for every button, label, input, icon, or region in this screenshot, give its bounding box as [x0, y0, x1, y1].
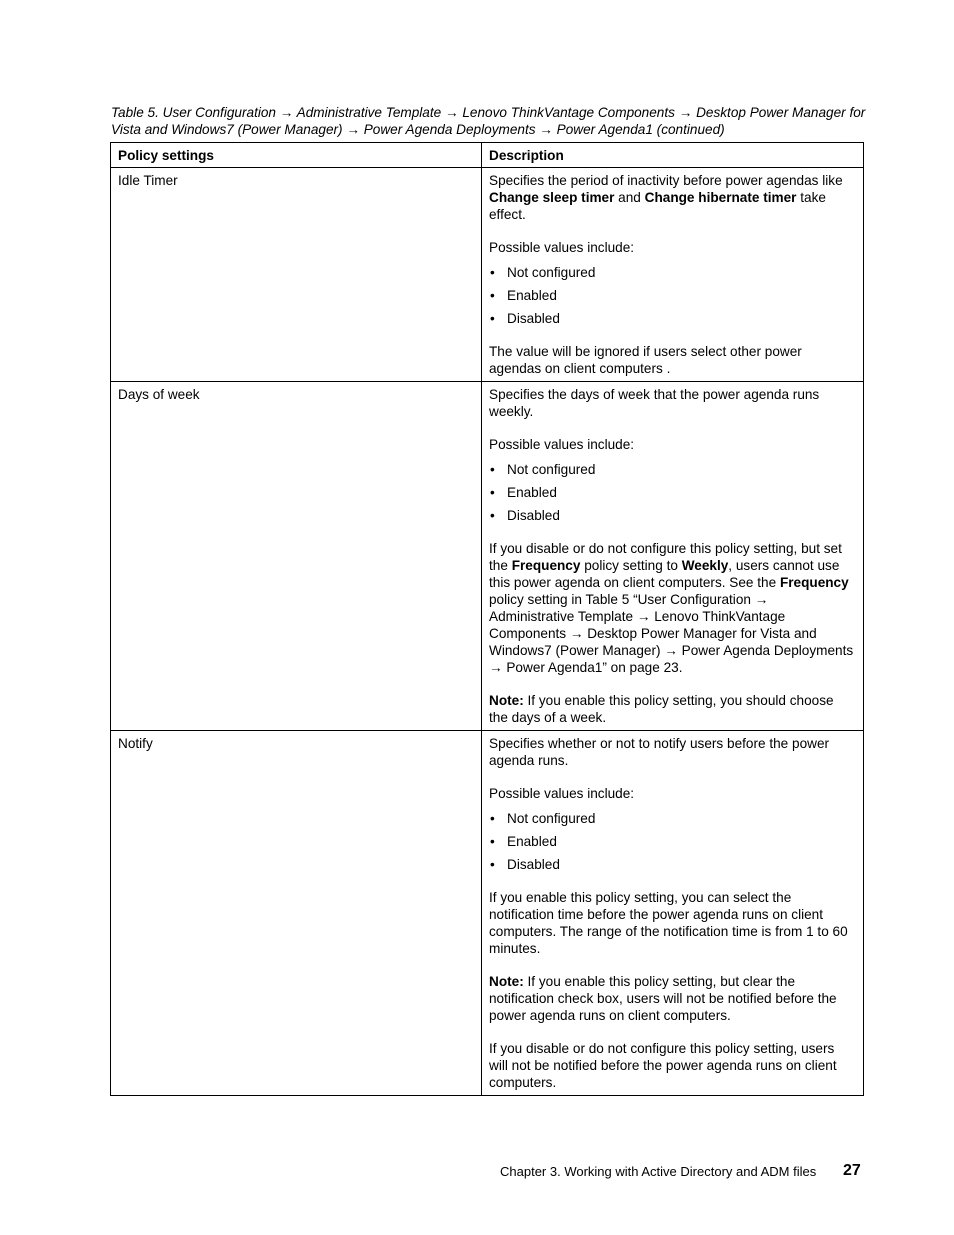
table-row	[111, 731, 864, 1096]
text-run: , users cannot use this power agenda on client computers. See the	[489, 558, 840, 590]
values-list	[489, 810, 856, 873]
setting-description	[482, 731, 864, 1096]
bold-term: Frequency	[511, 558, 581, 573]
table-header-row	[111, 143, 864, 168]
list-item: • Enabled	[489, 484, 856, 501]
table-row	[111, 168, 864, 382]
description-after	[489, 540, 856, 676]
possible-values-label: Possible values include:	[489, 240, 635, 255]
list-item: • Disabled	[489, 310, 856, 327]
text-run: If you disable or do not configure this policy setting, but set the	[489, 541, 842, 573]
setting-name: Notify	[111, 731, 482, 1096]
text-run: policy setting in Table 5 “User Configuration → Administrative Template → Lenovo ThinkVantage Components → Desktop Power Manager for Vista and Windows7 (Power Manager) → Power Agenda Deployments → Power Agenda1” on page 23.	[489, 592, 854, 675]
possible-values-label: Possible values include:	[489, 437, 635, 452]
setting-name: Days of week	[111, 382, 482, 731]
note-label: Note:	[489, 693, 524, 708]
description-intro	[489, 172, 856, 223]
setting-description	[482, 382, 864, 731]
page-number: 27	[843, 1162, 861, 1179]
values-list	[489, 461, 856, 524]
note-text: If you enable this policy setting, but clear the notification check box, users will not be notified before the power agenda runs on client computers.	[489, 974, 837, 1023]
list-item: • Enabled	[489, 833, 856, 850]
text-run: Specifies the period of inactivity before power agendas like	[489, 173, 843, 188]
note	[489, 973, 856, 1024]
bold-term: Change sleep timer	[489, 190, 615, 205]
description-after: If you enable this policy setting, you can select the notification time before the power agenda runs on client computers. The range of the notification time is from 1 to 60 minutes.	[489, 890, 848, 956]
list-item: • Not configured	[489, 810, 856, 827]
list-item: • Disabled	[489, 856, 856, 873]
description-intro: Specifies whether or not to notify users before the power agenda runs.	[489, 736, 830, 768]
setting-name: Idle Timer	[111, 168, 482, 382]
bold-term: Frequency	[779, 575, 849, 590]
possible-values-label: Possible values include:	[489, 786, 635, 801]
list-item: • Not configured	[489, 264, 856, 281]
policy-table	[110, 142, 864, 1096]
description-after: The value will be ignored if users select other power agendas on client computers .	[489, 344, 802, 376]
description-intro: Specifies the days of week that the power agenda runs weekly.	[489, 387, 820, 419]
description-final: If you disable or do not configure this policy setting, users will not be notified before the power agenda runs on client computers.	[489, 1041, 837, 1090]
note	[489, 692, 856, 726]
values-list	[489, 264, 856, 327]
header-description: Description	[482, 143, 864, 168]
table-row	[111, 382, 864, 731]
text-run: and	[614, 190, 645, 205]
header-policy-settings: Policy settings	[111, 143, 482, 168]
text-run: policy setting to	[580, 558, 682, 573]
footer-chapter: Chapter 3. Working with Active Directory and ADM files	[500, 1164, 817, 1179]
bold-term: Weekly	[681, 558, 729, 573]
list-item: • Disabled	[489, 507, 856, 524]
bold-term: Change hibernate timer	[644, 190, 797, 205]
setting-description	[482, 168, 864, 382]
list-item: • Enabled	[489, 287, 856, 304]
text-run: take effect.	[489, 190, 826, 222]
note-label: Note:	[489, 974, 524, 989]
table-caption: Table 5. User Configuration → Administrative Template → Lenovo ThinkVantage Components → Desktop Power Manager for Vista and Windows7 (Power Manager) → Power Agenda Deployments → Power Agenda1 (continued)	[111, 105, 866, 137]
list-item: • Not configured	[489, 461, 856, 478]
note-text: If you enable this policy setting, you should choose the days of a week.	[489, 693, 834, 725]
